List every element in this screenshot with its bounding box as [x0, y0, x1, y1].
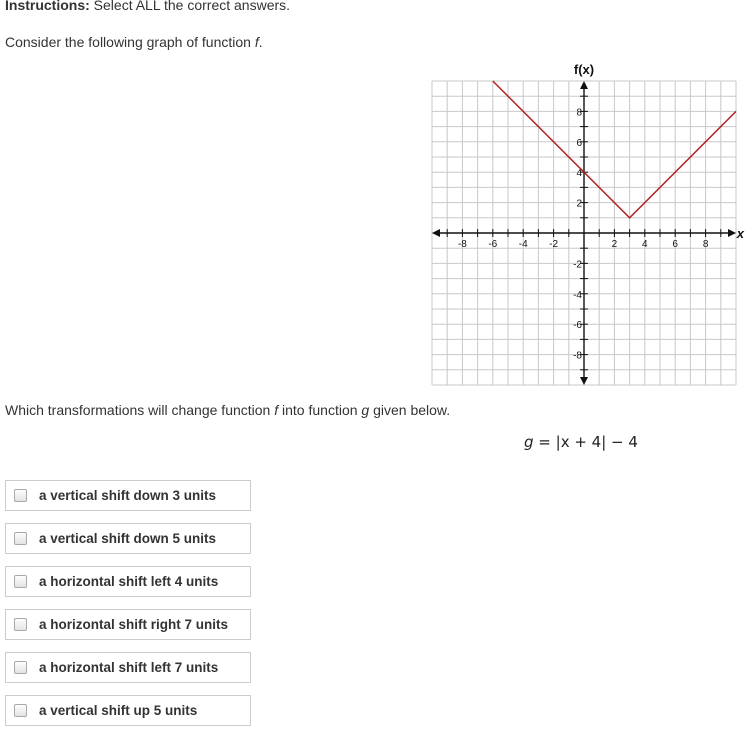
answer-choice-6[interactable]: [5, 695, 251, 726]
checkbox[interactable]: [14, 704, 27, 717]
question-text-end: given below.: [369, 402, 451, 418]
x-axis-arrow-left: [432, 229, 440, 237]
function-g-equation: [524, 433, 638, 451]
x-tick-label: 6: [672, 239, 678, 250]
answer-choice-1[interactable]: [5, 480, 251, 511]
x-axis-label: x: [736, 226, 744, 241]
function-graph: [426, 58, 746, 388]
transformation-question: [5, 402, 450, 418]
y-tick-label: 6: [576, 137, 582, 149]
checkbox[interactable]: [14, 532, 27, 545]
choice-label: a horizontal shift left 7 units: [39, 660, 219, 675]
instructions: [5, 0, 290, 13]
choice-label: a vertical shift up 5 units: [39, 703, 198, 718]
answer-choice-4[interactable]: [5, 609, 251, 640]
y-tick-label: -2: [573, 259, 582, 271]
y-tick-label: -8: [573, 350, 582, 362]
y-tick-label: -6: [573, 320, 582, 332]
x-tick-label: -4: [518, 239, 528, 250]
answer-choice-2[interactable]: [5, 523, 251, 554]
choice-label: a horizontal shift left 4 units: [39, 574, 219, 589]
checkbox[interactable]: [14, 618, 27, 631]
x-tick-label: 2: [611, 239, 618, 250]
y-axis-label: f(x): [573, 62, 595, 77]
answer-choice-3[interactable]: [5, 566, 251, 597]
checkbox[interactable]: [14, 575, 27, 588]
choice-label: a horizontal shift right 7 units: [39, 617, 228, 632]
choice-label: a vertical shift down 5 units: [39, 531, 217, 546]
prompt-function-name: f: [254, 34, 259, 50]
y-tick-label: 8: [576, 107, 582, 119]
prompt-period: .: [258, 34, 263, 50]
question-g: g: [361, 402, 370, 418]
y-tick-label: -4: [573, 289, 582, 301]
x-tick-label: 4: [642, 239, 648, 250]
choice-label: a vertical shift down 3 units: [39, 488, 217, 503]
y-tick-label: 4: [576, 168, 582, 180]
equation-rhs: = |x + 4| − 4: [533, 433, 638, 451]
question-text-mid: into function: [278, 402, 362, 418]
equation-lhs: g: [524, 433, 534, 451]
x-axis-arrow-right: [728, 229, 736, 237]
prompt-text: Consider the following graph of function: [5, 34, 255, 50]
x-tick-label: -8: [457, 239, 467, 250]
checkbox[interactable]: [14, 661, 27, 674]
y-axis-arrow-down: [580, 377, 588, 385]
y-tick-label: 2: [576, 198, 582, 210]
y-axis-arrow-up: [580, 81, 588, 89]
question-f: f: [274, 402, 279, 418]
question-text: Which transformations will change function: [5, 402, 275, 418]
x-tick-label: -6: [488, 239, 498, 250]
checkbox[interactable]: [14, 489, 27, 502]
question-prompt: [5, 34, 263, 50]
instructions-label: Instructions:: [5, 0, 90, 13]
x-tick-label: -2: [549, 239, 559, 250]
x-tick-label: 8: [702, 239, 709, 250]
answer-choice-5[interactable]: [5, 652, 251, 683]
instructions-text: Select ALL the correct answers.: [93, 0, 291, 13]
